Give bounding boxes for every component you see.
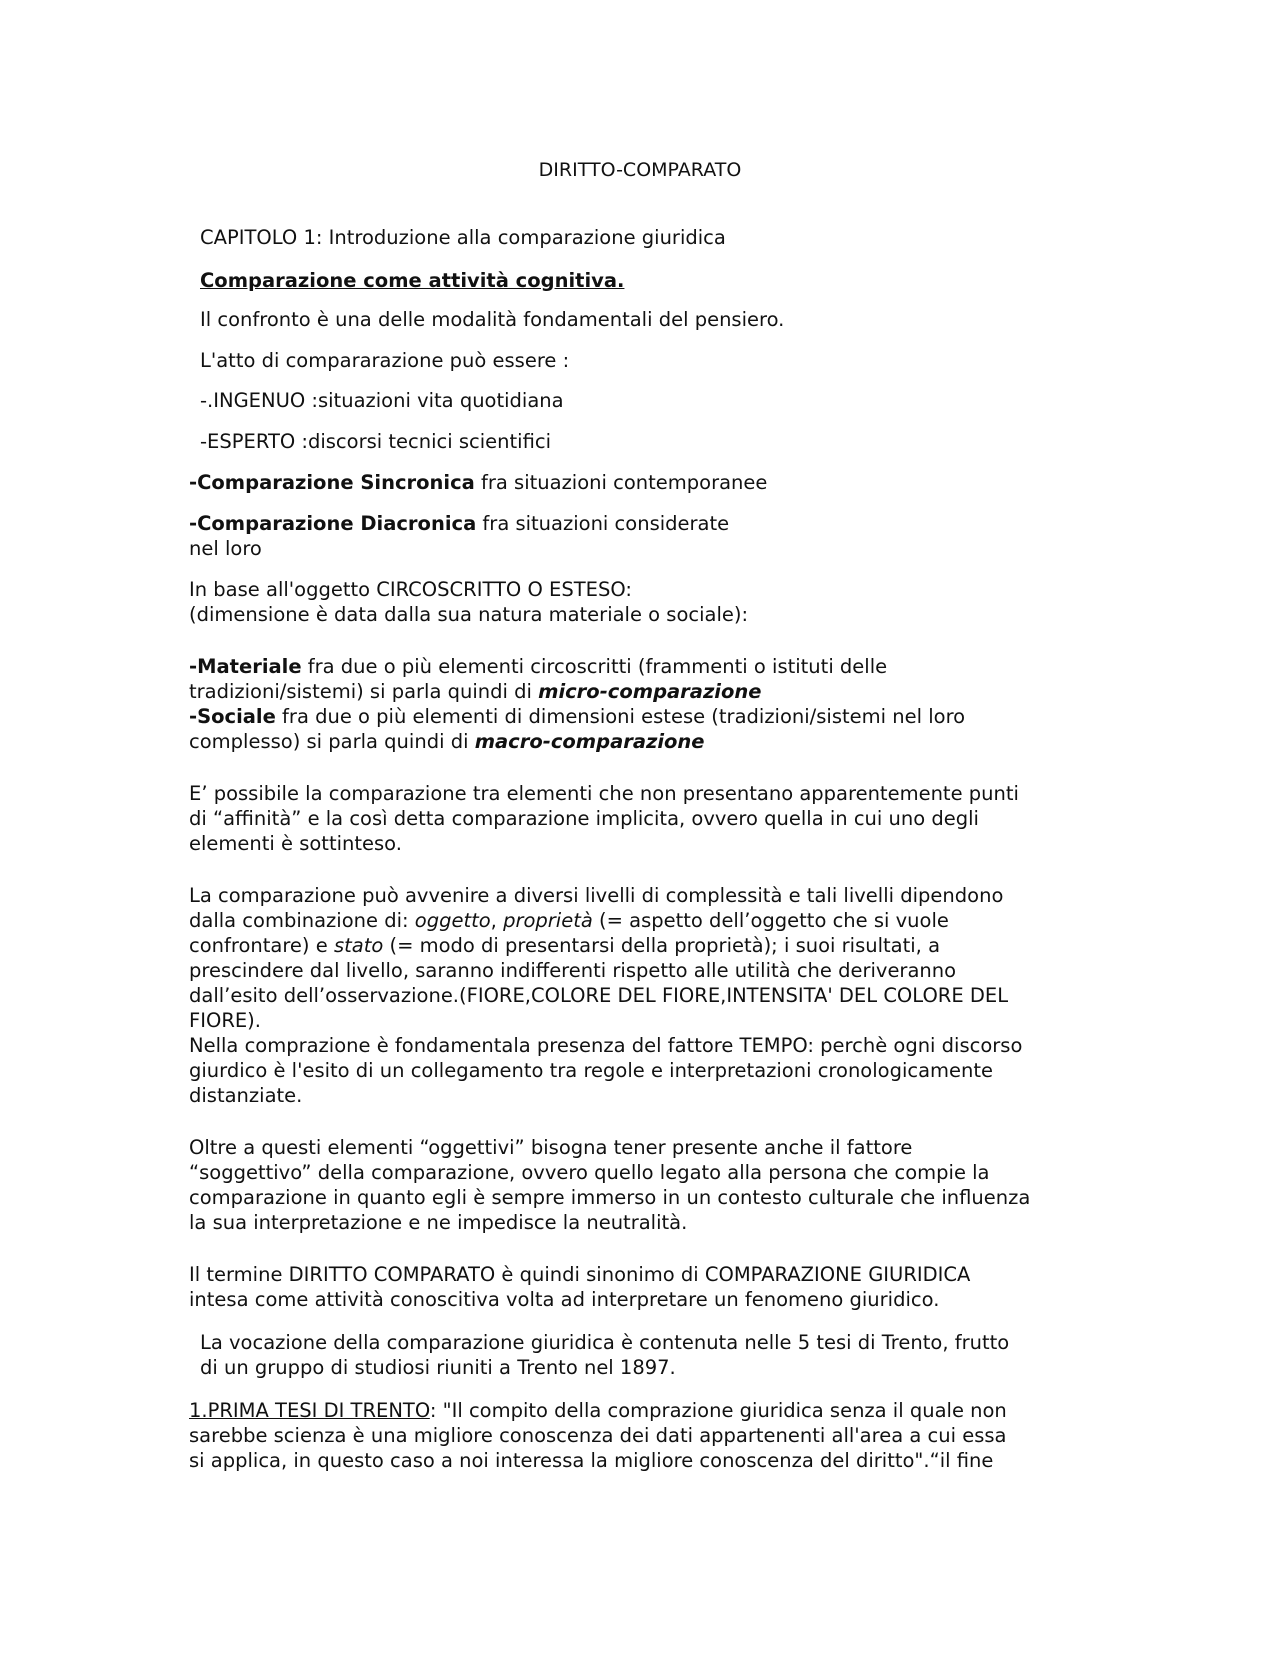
paragraph — [189, 908, 949, 933]
diacronica-term: -Comparazione Diacronica — [189, 512, 477, 535]
paragraph: (dimensione è data dalla sua natura materiale o sociale): — [189, 603, 749, 626]
document-title: DIRITTO-COMPARATO — [538, 159, 742, 181]
sociale-desc: fra due o più elementi di dimensioni estese (tradizioni/sistemi nel loro — [275, 705, 966, 728]
text: (= modo di presentarsi della proprietà); i suoi risultati, a — [383, 934, 941, 957]
paragraph: dall’esito dell’osservazione.(FIORE,COLORE DEL FIORE,INTENSITA' DEL COLORE DEL — [189, 984, 1009, 1007]
text: confrontare) e — [189, 934, 334, 957]
section-heading-text: Comparazione come attività cognitiva. — [200, 269, 625, 292]
sociale-line — [189, 704, 965, 729]
paragraph: di “affinità” e la così detta comparazione implicita, ovvero quella in cui uno degli — [189, 807, 979, 830]
diacronica-line-2: nel loro — [189, 537, 262, 560]
paragraph: prescindere dal livello, saranno indifferenti rispetto alle utilità che deriveranno — [189, 959, 957, 982]
proprieta-term: proprietà — [503, 909, 593, 932]
list-item: -.INGENUO :situazioni vita quotidiana — [200, 389, 564, 412]
materiale-term: -Materiale — [189, 655, 302, 678]
paragraph: intesa come attività conoscitiva volta ad interpretare un fenomeno giuridico. — [189, 1288, 940, 1311]
macro-comparazione-term: macro-comparazione — [474, 730, 705, 753]
paragraph: giurdico è l'esito di un collegamento tra regole e interpretazioni cronologicamente — [189, 1059, 994, 1082]
chapter-heading: CAPITOLO 1: Introduzione alla comparazione giuridica — [200, 226, 726, 249]
paragraph: La comparazione può avvenire a diversi livelli di complessità e tali livelli dipendono — [189, 884, 1004, 907]
tesi-heading: 1.PRIMA TESI DI TRENTO — [189, 1399, 430, 1422]
section-heading — [200, 268, 624, 293]
text: (= aspetto dell’oggetto che si vuole — [592, 909, 949, 932]
diacronica-line — [189, 511, 729, 536]
list-item: -ESPERTO :discorsi tecnici scientifici — [200, 430, 551, 453]
paragraph: “soggettivo” della comparazione, ovvero quello legato alla persona che compie la — [189, 1161, 990, 1184]
text: , — [490, 909, 504, 932]
paragraph: E’ possibile la comparazione tra elementi che non presentano apparentemente punti — [189, 782, 1019, 805]
oggetto-term: oggetto — [414, 909, 491, 932]
paragraph: La vocazione della comparazione giuridica è contenuta nelle 5 tesi di Trento, frutto — [200, 1331, 1010, 1354]
sociale-desc-2: complesso) si parla quindi di — [189, 730, 475, 753]
materiale-line-2 — [189, 679, 762, 704]
paragraph: di un gruppo di studiosi riuniti a Trento nel 1897. — [200, 1356, 676, 1379]
paragraph: Nella comprazione è fondamentala presenza del fattore TEMPO: perchè ogni discorso — [189, 1034, 1023, 1057]
sociale-line-2 — [189, 729, 705, 754]
paragraph: si applica, in questo caso a noi interessa la migliore conoscenza del diritto".“il fine — [189, 1449, 994, 1472]
paragraph: Il confronto è una delle modalità fondamentali del pensiero. — [200, 308, 785, 331]
paragraph: Oltre a questi elementi “oggettivi” bisogna tener presente anche il fattore — [189, 1136, 913, 1159]
stato-term: stato — [333, 934, 384, 957]
paragraph: sarebbe scienza è una migliore conoscenza dei dati appartenenti all'area a cui essa — [189, 1424, 1007, 1447]
paragraph: L'atto di compararazione può essere : — [200, 349, 570, 372]
sincronica-term: -Comparazione Sincronica — [189, 471, 475, 494]
text: dalla combinazione di: — [189, 909, 415, 932]
paragraph — [189, 933, 940, 958]
diacronica-desc: fra situazioni considerate — [476, 512, 730, 535]
sincronica-desc: fra situazioni contemporanee — [474, 471, 768, 494]
materiale-desc-2: tradizioni/sistemi) si parla quindi di — [189, 680, 539, 703]
sincronica-line — [189, 470, 767, 495]
paragraph: comparazione in quanto egli è sempre immerso in un contesto culturale che influenza — [189, 1186, 1031, 1209]
paragraph: la sua interpretazione e ne impedisce la neutralità. — [189, 1211, 688, 1234]
paragraph: FIORE). — [189, 1009, 261, 1032]
tesi-line — [189, 1398, 1007, 1423]
tesi-text: : "Il compito della comprazione giuridica senza il quale non — [429, 1399, 1007, 1422]
paragraph: Il termine DIRITTO COMPARATO è quindi sinonimo di COMPARAZIONE GIURIDICA — [189, 1263, 971, 1286]
micro-comparazione-term: micro-comparazione — [538, 680, 762, 703]
materiale-desc: fra due o più elementi circoscritti (frammenti o istituti delle — [301, 655, 888, 678]
materiale-line — [189, 654, 887, 679]
sociale-term: -Sociale — [189, 705, 276, 728]
paragraph: distanziate. — [189, 1084, 303, 1107]
paragraph: elementi è sottinteso. — [189, 832, 402, 855]
paragraph: In base all'oggetto CIRCOSCRITTO O ESTESO: — [189, 578, 632, 601]
